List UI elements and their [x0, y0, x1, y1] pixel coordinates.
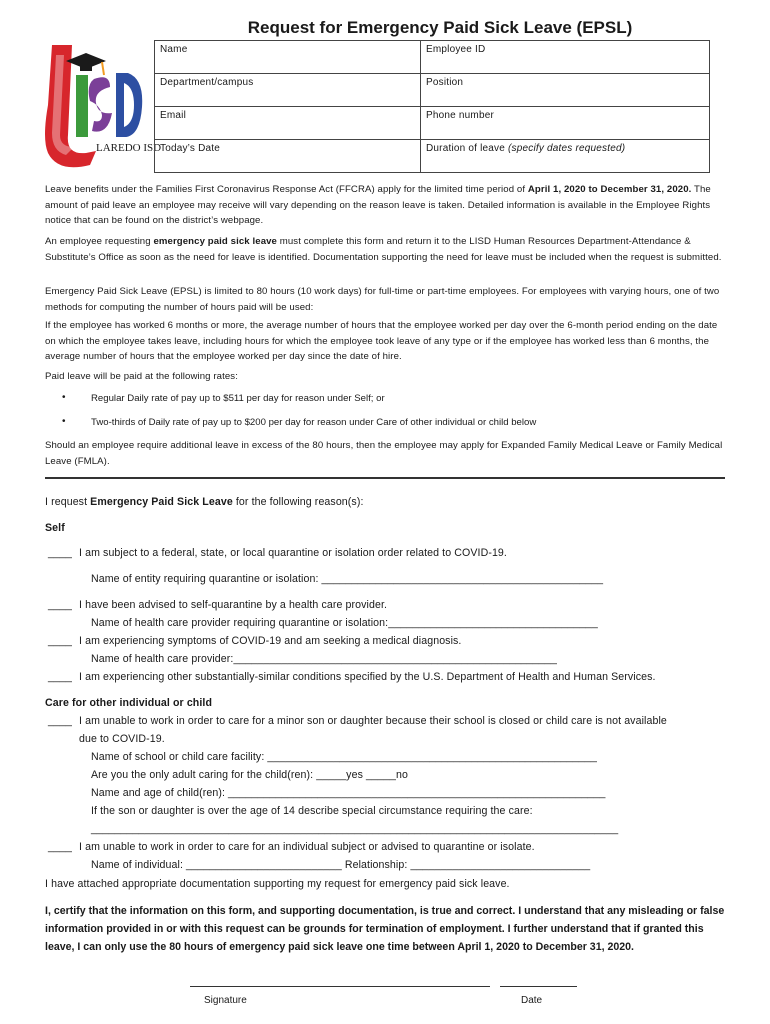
employee-info-table: [154, 40, 710, 173]
special-circumstance-label: If the son or daughter is over the age of 14 describe special circumstance requiring the care:: [91, 805, 533, 817]
certification-statement: I, certify that the information on this form, and supporting documentation, is true and correct. I understand that any misleading or false information provided in or with this request can be grounds for termination of employment. I further understand that if granted this leave, I can only use the 80 hours of emergency paid sick leave one time between April 1, 2020 to December 31, 2020.: [45, 905, 725, 953]
duration-note: (specify dates requested): [508, 143, 626, 154]
intro-paragraph-4: If the employee has worked 6 months or more, the average number of hours that the employee worked per day over the 6-month period ending on the date on which the employee takes leave, including hours for which the employee took leave of any type or if the employee has worked less than 6 months, the average number of hours that the employee worked per day since the date of hire.: [45, 320, 718, 362]
duration-of-leave-field[interactable]: [421, 140, 710, 173]
provider-quarantine-field[interactable]: Name of health care provider requiring quarantine or isolation:___________________________________: [91, 617, 598, 629]
self-reason-3-check[interactable]: ____: [48, 635, 72, 647]
intro-paragraph-1: Leave benefits under the Families First Coronavirus Response Act (FFCRA) apply for the limited time period of April 1, 2020 to December 31, 2020. The amount of paid leave an employee may receive will vary depending on the reason leave is taken. Detailed information is available in the Employee Rights notice that can be found on the district’s webpage.: [45, 184, 711, 226]
self-reason-2-check[interactable]: ____: [48, 599, 72, 611]
employee-id-field[interactable]: Employee ID: [421, 41, 710, 74]
self-reason-4: I am experiencing other substantially-similar conditions specified by the U.S. Department of Health and Human Services.: [79, 671, 656, 683]
child-name-age-field[interactable]: Name and age of child(ren): _______________________________________________________________: [91, 787, 606, 799]
request-lead: I request Emergency Paid Sick Leave for the following reason(s):: [45, 496, 364, 508]
self-reason-2: I have been advised to self-quarantine by a health care provider.: [79, 599, 388, 611]
provider-diagnosis-field[interactable]: Name of health care provider:______________________________________________________: [91, 653, 558, 665]
care-reason-1-check[interactable]: ____: [48, 715, 72, 727]
department-campus-field[interactable]: Department/campus: [155, 74, 421, 107]
section-divider: [45, 477, 725, 479]
individual-relationship-field[interactable]: Name of individual: __________________________ Relationship: ______________________________: [91, 859, 591, 871]
todays-date-field[interactable]: Today’s Date: [155, 140, 421, 173]
logo-subtext: LAREDO ISD: [96, 142, 162, 154]
self-reason-4-check[interactable]: ____: [48, 671, 72, 683]
date-line[interactable]: [500, 986, 577, 987]
info-row: [155, 107, 710, 140]
care-reason-2-check[interactable]: ____: [48, 841, 72, 853]
self-reason-1: I am subject to a federal, state, or local quarantine or isolation order related to COVID-19.: [79, 547, 507, 559]
intro-paragraph-3: Emergency Paid Sick Leave (EPSL) is limited to 80 hours (10 work days) for full-time or part-time employees. For employees with varying hours, one of two methods for computing the number of hours paid will be used:: [45, 286, 720, 313]
care-reason-2: I am unable to work in order to care for an individual subject or advised to quarantine or isolate.: [79, 841, 535, 853]
care-heading: Care for other individual or child: [45, 697, 213, 709]
bullet-icon: •: [62, 416, 66, 427]
care-reason-1: I am unable to work in order to care for a minor son or daughter because their school is closed or child care is not available: [79, 715, 667, 727]
self-heading: Self: [45, 522, 65, 534]
intro-paragraph-6: Should an employee require additional leave in excess of the 80 hours, then the employee may apply for Expanded Family Medical Leave or Family Medical Leave (FMLA).: [45, 440, 723, 467]
quarantine-entity-field[interactable]: Name of entity requiring quarantine or isolation: _______________________________________________: [91, 573, 604, 585]
self-reason-3: I am experiencing symptoms of COVID-19 and am seeking a medical diagnosis.: [79, 635, 462, 647]
rate-bullet-1: Regular Daily rate of pay up to $511 per day for reason under Self; or: [91, 393, 385, 404]
care-reason-1-cont: due to COVID-19.: [79, 733, 165, 745]
documentation-statement: I have attached appropriate documentation supporting my request for emergency paid sick leave.: [45, 878, 510, 890]
school-facility-field[interactable]: Name of school or child care facility: _______________________________________________________: [91, 751, 597, 763]
info-row: [155, 74, 710, 107]
rate-bullet-2: Two-thirds of Daily rate of pay up to $200 per day for reason under Care of other individual or child below: [91, 417, 537, 428]
info-row: [155, 140, 710, 173]
date-label: Date: [521, 995, 543, 1006]
duration-label: Duration of leave: [426, 143, 506, 154]
signature-label: Signature: [204, 995, 247, 1006]
special-circumstance-field[interactable]: ________________________________________________________________________________________: [91, 823, 619, 835]
intro-paragraph-2: An employee requesting emergency paid sick leave must complete this form and return it to the LISD Human Resources Department-Attendance & Substitute’s Office as soon as the need for leave is identified. Documentation supporting the need for leave must be included when the request is submitted.: [45, 236, 722, 263]
signature-line[interactable]: [190, 986, 490, 987]
phone-number-field[interactable]: Phone number: [421, 107, 710, 140]
self-reason-1-check[interactable]: ____: [48, 547, 72, 559]
only-adult-yes-no[interactable]: Are you the only adult caring for the child(ren): _____yes _____no: [91, 769, 408, 781]
info-row: [155, 41, 710, 74]
bullet-icon: •: [62, 392, 66, 403]
name-field[interactable]: Name: [155, 41, 421, 74]
email-field[interactable]: Email: [155, 107, 421, 140]
position-field[interactable]: Position: [421, 74, 710, 107]
intro-paragraph-5: Paid leave will be paid at the following rates:: [45, 371, 238, 382]
page-title: Request for Emergency Paid Sick Leave (EPSL): [247, 18, 633, 37]
lisd-logo: [38, 35, 162, 173]
